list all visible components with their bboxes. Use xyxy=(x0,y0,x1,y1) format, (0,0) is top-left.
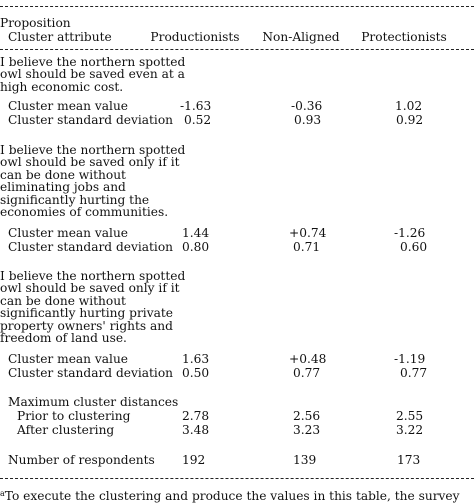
proposition-line: significantly hurting private xyxy=(0,306,173,321)
cluster-mean-protectionists: -1.19 xyxy=(394,352,426,366)
after-clustering-label: After clustering xyxy=(17,423,115,437)
after-productionists: 3.48 xyxy=(182,423,210,437)
proposition-3-text xyxy=(0,269,186,346)
proposition-line: I believe the northern spotted xyxy=(0,143,186,157)
footnote-marker: a xyxy=(0,489,5,498)
cluster-mean-label: Cluster mean value xyxy=(8,352,129,366)
cluster-mean-productionists: -1.63 xyxy=(180,99,212,113)
cluster-sd-protectionists: 0.60 xyxy=(400,240,428,254)
proposition-1-text xyxy=(0,55,186,94)
after-protectionists: 3.22 xyxy=(396,423,424,437)
footnote xyxy=(0,487,460,503)
footnote-text: To execute the clustering and produce the values in this table, the survey xyxy=(4,489,460,503)
cluster-sd-protectionists: 0.92 xyxy=(396,113,424,127)
proposition-line: freedom of land use. xyxy=(0,331,127,346)
respondents-non-aligned: 139 xyxy=(293,453,317,467)
cluster-mean-protectionists: -1.26 xyxy=(394,226,426,240)
cluster-sd-label: Cluster standard deviation xyxy=(8,366,174,380)
respondents-productionists: 192 xyxy=(182,453,206,467)
cluster-sd-label: Cluster standard deviation xyxy=(8,113,174,127)
prior-to-clustering-label: Prior to clustering xyxy=(17,409,131,423)
proposition-line: I believe the northern spotted xyxy=(0,269,186,283)
cluster-sd-non-aligned: 0.77 xyxy=(293,366,321,380)
cluster-mean-non-aligned: +0.74 xyxy=(289,226,327,240)
proposition-line: can be done without xyxy=(0,167,126,182)
proposition-line: property owners' rights and xyxy=(0,318,173,333)
after-non-aligned: 3.23 xyxy=(293,423,321,437)
proposition-line: eliminating jobs and xyxy=(0,180,126,195)
proposition-line: can be done without xyxy=(0,293,126,308)
cluster-sd-non-aligned: 0.71 xyxy=(293,240,321,254)
max-cluster-distances-label: Maximum cluster distances xyxy=(8,395,179,409)
cluster-sd-productionists: 0.52 xyxy=(184,113,212,127)
prior-protectionists: 2.55 xyxy=(396,409,424,423)
respondents-protectionists: 173 xyxy=(397,453,421,467)
proposition-line: owl should be saved only if it xyxy=(0,281,180,296)
cluster-mean-non-aligned: +0.48 xyxy=(289,352,327,366)
cluster-mean-productionists: 1.44 xyxy=(182,226,210,240)
cluster-sd-productionists: 0.50 xyxy=(182,366,210,380)
table-bottom-rule xyxy=(0,478,474,479)
table-top-rule xyxy=(0,6,474,7)
column-header-non-aligned: Non-Aligned xyxy=(262,30,340,44)
proposition-line: owl should be saved even at a xyxy=(0,67,185,82)
proposition-line: I believe the northern spotted xyxy=(0,55,186,69)
proposition-line: significantly hurting the xyxy=(0,192,150,207)
prior-productionists: 2.78 xyxy=(182,409,210,423)
cluster-mean-productionists: 1.63 xyxy=(182,352,210,366)
cluster-sd-productionists: 0.80 xyxy=(182,240,210,254)
proposition-line: economies of communities. xyxy=(0,205,169,220)
proposition-line: high economic cost. xyxy=(0,79,124,94)
cluster-mean-label: Cluster mean value xyxy=(8,226,129,240)
proposition-line: owl should be saved only if it xyxy=(0,155,180,170)
header-cluster-attribute: Cluster attribute xyxy=(8,30,112,44)
cluster-sd-label: Cluster standard deviation xyxy=(8,240,174,254)
column-header-protectionists: Protectionists xyxy=(361,30,447,44)
column-header-productionists: Productionists xyxy=(150,30,240,44)
cluster-mean-non-aligned: -0.36 xyxy=(291,99,323,113)
header-bottom-rule xyxy=(0,49,474,50)
number-of-respondents-label: Number of respondents xyxy=(8,453,155,467)
proposition-2-text xyxy=(0,143,186,220)
prior-non-aligned: 2.56 xyxy=(293,409,321,423)
cluster-mean-label: Cluster mean value xyxy=(8,99,129,113)
cluster-sd-protectionists: 0.77 xyxy=(400,366,428,380)
header-proposition: Proposition xyxy=(0,16,71,30)
cluster-sd-non-aligned: 0.93 xyxy=(294,113,322,127)
cluster-mean-protectionists: 1.02 xyxy=(395,99,423,113)
